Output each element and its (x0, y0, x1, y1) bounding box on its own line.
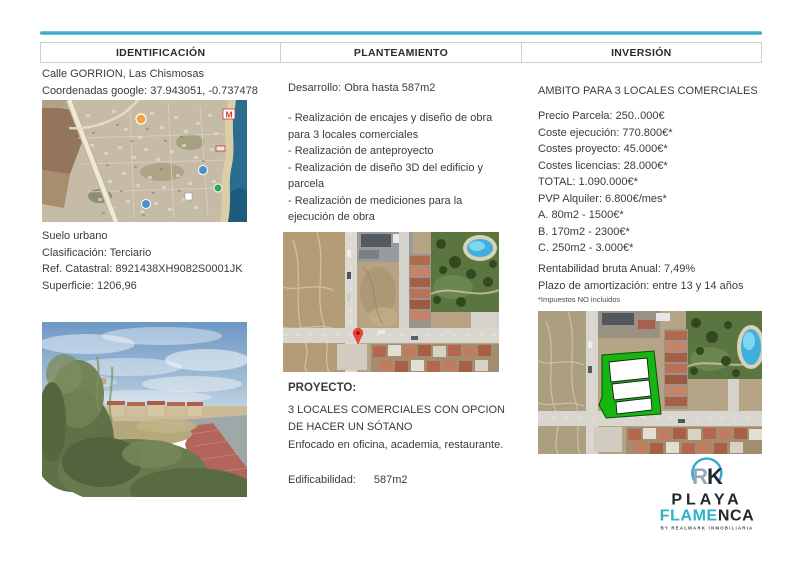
rentabilidad-line: Rentabilidad bruta Anual: 7,49% (538, 263, 696, 275)
aerial-plot-image (283, 232, 499, 372)
bullet-item: - Realización de encajes y diseño de obra para 3 locales comerciales (288, 112, 493, 141)
plot-photo-image (42, 322, 247, 497)
detail-line: Superficie: 1206,96 (42, 279, 137, 292)
detail-line: Suelo urbano (42, 230, 108, 242)
proyecto-title: PROYECTO: (288, 382, 357, 394)
investment-line: Coste ejecución: 770.800€* (538, 126, 673, 139)
ambito-line: AMBITO PARA 3 LOCALES COMERCIALES (538, 85, 758, 97)
bullet-item: - Realización de mediciones para la ejecución de obra (288, 194, 463, 223)
logo-line2: FLAMENCA (659, 507, 755, 525)
investment-line: TOTAL: 1.090.000€* (538, 176, 638, 188)
edificabilidad-label: Edificabilidad: (288, 474, 356, 486)
red-poi-marker-icon (216, 146, 225, 151)
svg-text:M: M (225, 109, 233, 120)
green-poi-marker-icon (214, 184, 222, 192)
logo-monogram: RK (692, 464, 722, 489)
detail-line: Ref. Catastral: 8921438XH9082S0001JK (42, 263, 243, 275)
logo-line1: PLAYA (671, 491, 743, 509)
satellite-city-map-image (42, 100, 247, 222)
investment-line: Precio Parcela: 250..000€ (538, 110, 665, 122)
header-inversion: INVERSIÓN (521, 43, 761, 62)
highlighted-parcel-shape (599, 351, 661, 418)
table-header (40, 42, 762, 63)
desarrollo-line: Desarrollo: Obra hasta 587m2 (288, 82, 436, 94)
edificabilidad-row (288, 472, 508, 489)
investment-line: PVP Alquiler: 6.800€/mes* (538, 192, 667, 205)
investment-line: A. 80m2 - 1500€* (538, 209, 624, 221)
proyecto-description: 3 LOCALES COMERCIALES CON OPCION DE HACER UN SÓTANO (288, 404, 505, 433)
logo-tagline: BY REALMARK INMOBILIARIA (660, 525, 754, 531)
parcel-plan-image (538, 311, 762, 454)
land-details-block (42, 228, 267, 294)
coordinates-line: Coordenadas google: 37.943051, -0.737478 (42, 84, 258, 97)
address-line: Calle GORRION, Las Chismosas (42, 68, 204, 80)
brand-logo (652, 457, 764, 535)
header-planteamiento: PLANTEAMIENTO (280, 43, 520, 62)
header-identificacion: IDENTIFICACIÓN (115, 46, 206, 59)
investment-line: Costes proyecto: 45.000€* (538, 143, 668, 155)
address-block (42, 66, 277, 99)
metro-badge-icon (223, 109, 235, 120)
white-poi-marker-icon (185, 193, 192, 200)
investment-line: C. 250m2 - 3.000€* (538, 242, 634, 254)
investment-line: B. 170m2 - 2300€* (538, 225, 630, 238)
detail-line: Clasificación: Terciario (42, 246, 152, 259)
investment-lines (538, 108, 766, 257)
bullet-item: - Realización de diseño 3D del edificio y parcela (288, 161, 484, 190)
edificabilidad-value: 587m2 (373, 474, 408, 486)
tax-footnote: *Impuestos NO incluidos (538, 295, 621, 304)
plazo-line: Plazo de amortización: entre 13 y 14 años (538, 279, 744, 292)
orange-poi-marker-icon (136, 114, 146, 124)
profitability-block (538, 261, 766, 294)
top-accent-line (40, 31, 762, 35)
proyecto-focus: Enfocado en oficina, academia, restaurante. (288, 439, 504, 451)
transit-marker-icon (199, 166, 208, 175)
transit-marker-icon (142, 200, 151, 209)
bullet-item: - Realización de anteproyecto (288, 145, 434, 157)
investment-line: Costes licencias: 28.000€* (538, 159, 668, 172)
scope-bullet-list (288, 110, 502, 226)
